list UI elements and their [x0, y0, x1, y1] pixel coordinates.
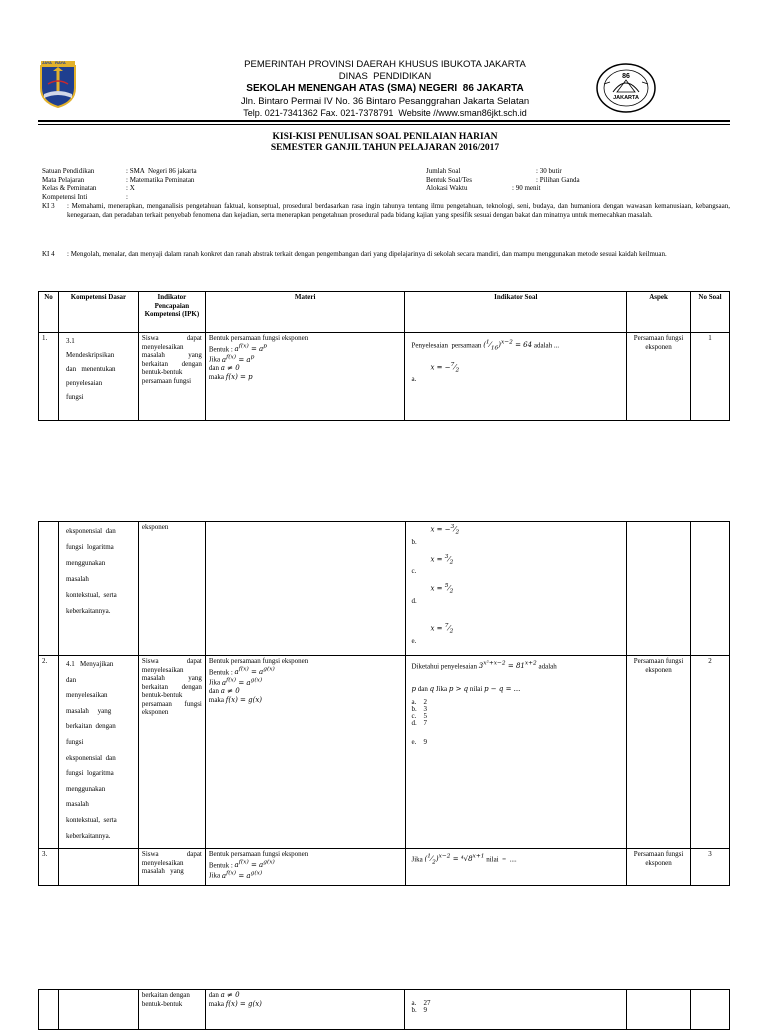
soal-tail: adalah ...: [533, 341, 560, 350]
cont1-kd-line: menggunakan: [65, 559, 106, 567]
materi-line: [209, 343, 402, 354]
cont1-kd-line: masalah: [65, 575, 89, 583]
row2-kd-line: masalah yang: [65, 706, 112, 715]
materi-line: [209, 991, 402, 1000]
info-label: Alokasi Waktu: [426, 184, 468, 192]
cont1-ipk: eksponen: [138, 522, 205, 656]
header-no-soal: No Soal: [691, 292, 730, 333]
options-list: [409, 699, 624, 746]
formula: q: [429, 684, 435, 693]
cont1-kd-line: fungsi logaritma: [65, 543, 114, 551]
formula: $a^{f(x)} = a^{g(x)}$: [234, 666, 275, 676]
formula: $3^{x^2+x-2} = 81^{x+2}$: [478, 661, 537, 671]
materi-line: [209, 1000, 402, 1009]
header-dept: DINAS PENDIDIKAN: [338, 71, 432, 82]
info-label: Kompetensi Inti: [42, 192, 88, 201]
formula: $a^{f(x)} = a^{g(x)}$: [234, 859, 275, 869]
doc-title-line2: SEMESTER GANJIL TAHUN PELAJARAN 2016/2017: [270, 143, 500, 153]
soal-intro: Diketahui penyelesaian: [411, 662, 478, 671]
row2-materi: [205, 656, 405, 849]
info-value: : Matematika Peminatan: [126, 175, 195, 184]
formula: a ≠ 0: [220, 687, 240, 696]
ki3-label: KI 3: [42, 202, 55, 210]
doc-title-line1: KISI-KISI PENULISAN SOAL PENILAIAN HARIAN: [272, 132, 498, 142]
option-formula: $x = -^7⁄_2$: [430, 362, 460, 374]
materi-label: Bentuk :: [208, 860, 233, 869]
row2-indikator-soal: [405, 656, 627, 849]
materi-label: Jika: [208, 355, 221, 364]
row2-kd-line: menyelesaikan: [65, 691, 108, 700]
header-materi: Materi: [205, 292, 405, 333]
soal-text: nilai: [469, 684, 483, 693]
formula: p − q = ...: [484, 684, 521, 693]
row2-no: 2.: [39, 656, 59, 849]
materi-label: dan: [208, 991, 219, 999]
cont3-ipk: berkaitan dengan bentuk-bentuk: [138, 990, 205, 1030]
soal-line: [409, 853, 624, 867]
row3-aspek: Persamaan fungsi eksponen: [627, 849, 691, 886]
row1-kd-line: 3.1: [65, 337, 75, 345]
header-no: No: [39, 292, 59, 333]
option-key: d.: [411, 719, 417, 728]
cont1-no: [39, 522, 59, 656]
row2-no-soal: 2: [691, 656, 730, 849]
formula: p: [411, 684, 416, 693]
row1-materi: [205, 333, 405, 421]
info-value: : Pilihan Ganda: [536, 175, 580, 184]
row2-kd-line: 4.1 Menyajikan: [65, 660, 114, 668]
materi-line: [209, 676, 402, 687]
row2-kd-line: fungsi: [65, 737, 84, 746]
materi-label: maka: [208, 999, 224, 1008]
option-value: 7: [423, 719, 427, 728]
soal-line: [408, 339, 623, 353]
row2-kd-line: fungsi logaritma: [65, 769, 114, 778]
option-row: [412, 706, 624, 713]
materi-line: [209, 869, 402, 880]
materi-label: maka: [208, 695, 225, 704]
row3-indikator-soal: [405, 849, 627, 886]
right-logo-number: 86: [622, 73, 630, 80]
option-key: c.: [411, 712, 417, 721]
header-indikator-soal: Indikator Soal: [405, 292, 627, 333]
option-value: 5: [423, 712, 427, 721]
formula: $a^{f(x)} = a^{g(x)}$: [221, 677, 263, 687]
row3-no: 3.: [39, 849, 59, 886]
materi-line: [209, 353, 402, 364]
ki3-text: : Memahami, menerapkan, menganalisis pengetahuan faktual, konseptual, prosedural berdasarkan rasa ingin tahunya tentang ilmu pengetahuan, teknologi, seni, budaya, dan humaniora dengan wawasan kemanusiaan, kebangsaan, kenegaraan, dan peradaban terkait penyebab fenomena dan kejadian, serta menerapkan pengetahuan prosedural pada bidang kajian yang spesifik sesuai dengan bakat dan minatnya untuk memecahkan masalah.: [67, 202, 730, 219]
cont1-materi: [205, 522, 405, 656]
row1-kd-line: fungsi: [65, 393, 84, 401]
formula: f(x) = g(x): [225, 999, 262, 1008]
option-key: b.: [411, 705, 417, 714]
materi-line: [209, 373, 402, 382]
row1-kd: [58, 333, 138, 421]
header-contact: Telp. 021-7341362 Fax. 021-7378791 Website //www.sman86jkt.sch.id: [243, 108, 527, 118]
header-rule-thin: [38, 124, 730, 125]
option-key: e.: [411, 738, 417, 747]
option-key: a.: [411, 999, 417, 1007]
row1-kd-line: Mendeskripsikan: [65, 351, 115, 359]
kisi-table-1: [38, 291, 730, 421]
option-value: 9: [423, 1006, 427, 1014]
info-value: : 30 butir: [536, 167, 562, 175]
materi-line: [209, 696, 402, 705]
soal-text: Jika: [435, 684, 448, 693]
row2-aspek: Persamaan fungsi eksponen: [627, 656, 691, 849]
materi-line: [209, 859, 402, 870]
soal-tail: adalah: [538, 662, 557, 671]
ki4-block: [42, 250, 730, 259]
header-address: Jln. Bintaro Permai IV No. 36 Bintaro Pesanggrahan Jakarta Selatan: [240, 96, 530, 107]
row1-aspek: Persamaan fungsi eksponen: [627, 333, 691, 421]
materi-line: [209, 666, 402, 677]
cont1-kd: [58, 522, 138, 656]
row2-kd: [58, 656, 138, 849]
formula: $a^{f(x)} = a^p$: [234, 343, 267, 353]
soal-intro: Jika: [411, 855, 423, 864]
option-formula: $x = ^7⁄_2$: [430, 623, 454, 635]
option-label: a.: [411, 375, 417, 384]
row3-kd: [58, 849, 138, 886]
option-value: 27: [423, 999, 431, 1007]
option-row: [408, 1000, 623, 1007]
formula: a ≠ 0: [220, 991, 240, 999]
info-label: Kelas & Peminatan: [42, 184, 97, 192]
materi-label: maka: [208, 372, 225, 381]
header-ipk: Indikator Pencapaian Kompetensi (IPK): [138, 292, 205, 333]
row1-indikator-soal: [405, 333, 627, 421]
ki4-text: : Mengolah, menalar, dan menyaji dalam ranah konkret dan ranah abstrak terkait dengan pengembangan dari yang dipelajarinya di sekolah secara mandiri, dan mampu menggunakan metode sesuai kaidah keilmuan.: [67, 250, 667, 258]
materi-label: Jika: [208, 871, 221, 880]
header-kd: Kompetensi Dasar: [58, 292, 138, 333]
materi-label: dan: [208, 687, 219, 696]
option-label: d.: [411, 597, 417, 606]
row3-ipk: Siswa dapat menyelesaikan masalah yang: [138, 849, 205, 886]
formula: $a^{f(x)} = a^p$: [221, 354, 255, 364]
info-label: Mata Pelajaran: [42, 175, 85, 184]
formula: a ≠ 0: [220, 364, 240, 373]
left-logo: [38, 58, 78, 108]
header-aspek: Aspek: [627, 292, 691, 333]
materi-label: Bentuk :: [208, 344, 233, 353]
option-value: 9: [423, 738, 427, 747]
row2-kd-line: dan: [65, 675, 77, 684]
row1-no-soal: 1: [691, 333, 730, 421]
ki4-label: KI 4: [42, 250, 55, 258]
ki3-block: [42, 202, 730, 219]
info-left: [42, 167, 342, 201]
header-gov: PEMERINTAH PROVINSI DAERAH KHUSUS IBUKOTA JAKARTA: [244, 59, 526, 70]
option-label: e.: [411, 636, 417, 645]
info-value: : X: [126, 184, 135, 192]
formula: $(^1⁄_2)^{x-2} = ^4√8^{x+1}$: [424, 854, 485, 866]
option-key: b.: [411, 1006, 417, 1014]
left-logo-text: JAYA RAYA: [42, 60, 66, 65]
formula: f(x) = g(x): [225, 695, 263, 704]
option-label: b.: [411, 537, 417, 546]
row1-kd-line: dan menentukan: [65, 365, 116, 373]
cont1-kd-line: kontekstual, serta: [65, 591, 117, 599]
soal-tail: nilai = ....: [486, 855, 517, 864]
materi-line: [209, 364, 402, 373]
right-logo: [595, 62, 657, 114]
cont1-kd-line: keberkaitannya.: [65, 607, 111, 615]
soal-line: [409, 660, 624, 671]
option-row: [412, 739, 624, 746]
materi-label: Jika: [208, 678, 221, 687]
info-value: :: [126, 192, 128, 201]
kisi-table-2: [38, 521, 730, 886]
cont1-aspek: [627, 522, 691, 656]
soal-text: dan: [417, 684, 428, 693]
info-right: [426, 167, 676, 193]
option-row: [412, 720, 624, 727]
materi-title: Bentuk persamaan fungsi eksponen: [208, 850, 309, 858]
info-value: : SMA Negeri 86 jakarta: [126, 167, 197, 175]
cont1-kd-line: eksponensial dan: [65, 527, 116, 535]
row1-no: 1.: [39, 333, 59, 421]
soal-intro: Penyelesaian persamaan: [411, 341, 482, 350]
row1-ipk: Siswa dapat menyelesaikan masalah yang berkaitan dengan bentuk-bentuk persamaan fungsi: [138, 333, 205, 421]
option-row: [412, 699, 624, 706]
formula: f(x) = p: [225, 372, 253, 381]
option-row: [408, 1007, 623, 1014]
formula: $a^{f(x)} = a^{g(x)}$: [221, 870, 263, 880]
option-label: c.: [411, 567, 417, 576]
row2-kd-line: keberkaitannya.: [65, 831, 111, 840]
row3-materi: [205, 849, 405, 886]
info-value: : 90 menit: [512, 184, 541, 192]
cont1-options: [405, 522, 627, 656]
option-row: [412, 713, 624, 720]
row2-ipk: Siswa dapat menyelesaikan masalah yang berkaitan dengan bentuk-bentuk persamaan fungsi eksponen: [138, 656, 205, 849]
row2-kd-line: berkaitan dengan: [65, 722, 116, 731]
cont1-no-soal: [691, 522, 730, 656]
row1-kd-line: penyelesaian: [65, 379, 103, 387]
row3-no-soal: 3: [691, 849, 730, 886]
right-logo-city: JAKARTA: [613, 95, 639, 101]
info-label: Satuan Pendidikan: [42, 167, 95, 175]
materi-label: dan: [208, 364, 219, 373]
header-school: SEKOLAH MENENGAH ATAS (SMA) NEGERI 86 JAKARTA: [246, 83, 524, 94]
row2-kd-line: kontekstual, serta: [65, 815, 117, 824]
option-key: a.: [411, 698, 417, 707]
materi-title: Bentuk persamaan fungsi eksponen: [208, 334, 309, 342]
formula: $(^1⁄_{16})^{x-2} = 64$: [483, 340, 533, 352]
option-formula: $x = ^5⁄_2$: [430, 583, 454, 596]
materi-label: Bentuk :: [208, 667, 233, 676]
row2-kd-line: menggunakan: [65, 784, 106, 793]
materi-line: [209, 687, 402, 696]
formula: p > q: [448, 684, 469, 693]
materi-title: Bentuk persamaan fungsi eksponen: [208, 657, 309, 665]
option-formula: $x = ^3⁄_2$: [430, 553, 454, 566]
row2-kd-line: eksponensial dan: [65, 753, 116, 762]
option-formula: $x = -^3⁄_2$: [430, 524, 460, 536]
info-label: Jumlah Soal: [426, 167, 461, 175]
header-rule: [38, 120, 730, 122]
option-value: 3: [423, 705, 427, 714]
soal-line: [409, 685, 624, 694]
option-value: 2: [423, 698, 427, 707]
row2-kd-line: masalah: [65, 800, 89, 809]
info-label: Bentuk Soal/Tes: [426, 175, 472, 184]
